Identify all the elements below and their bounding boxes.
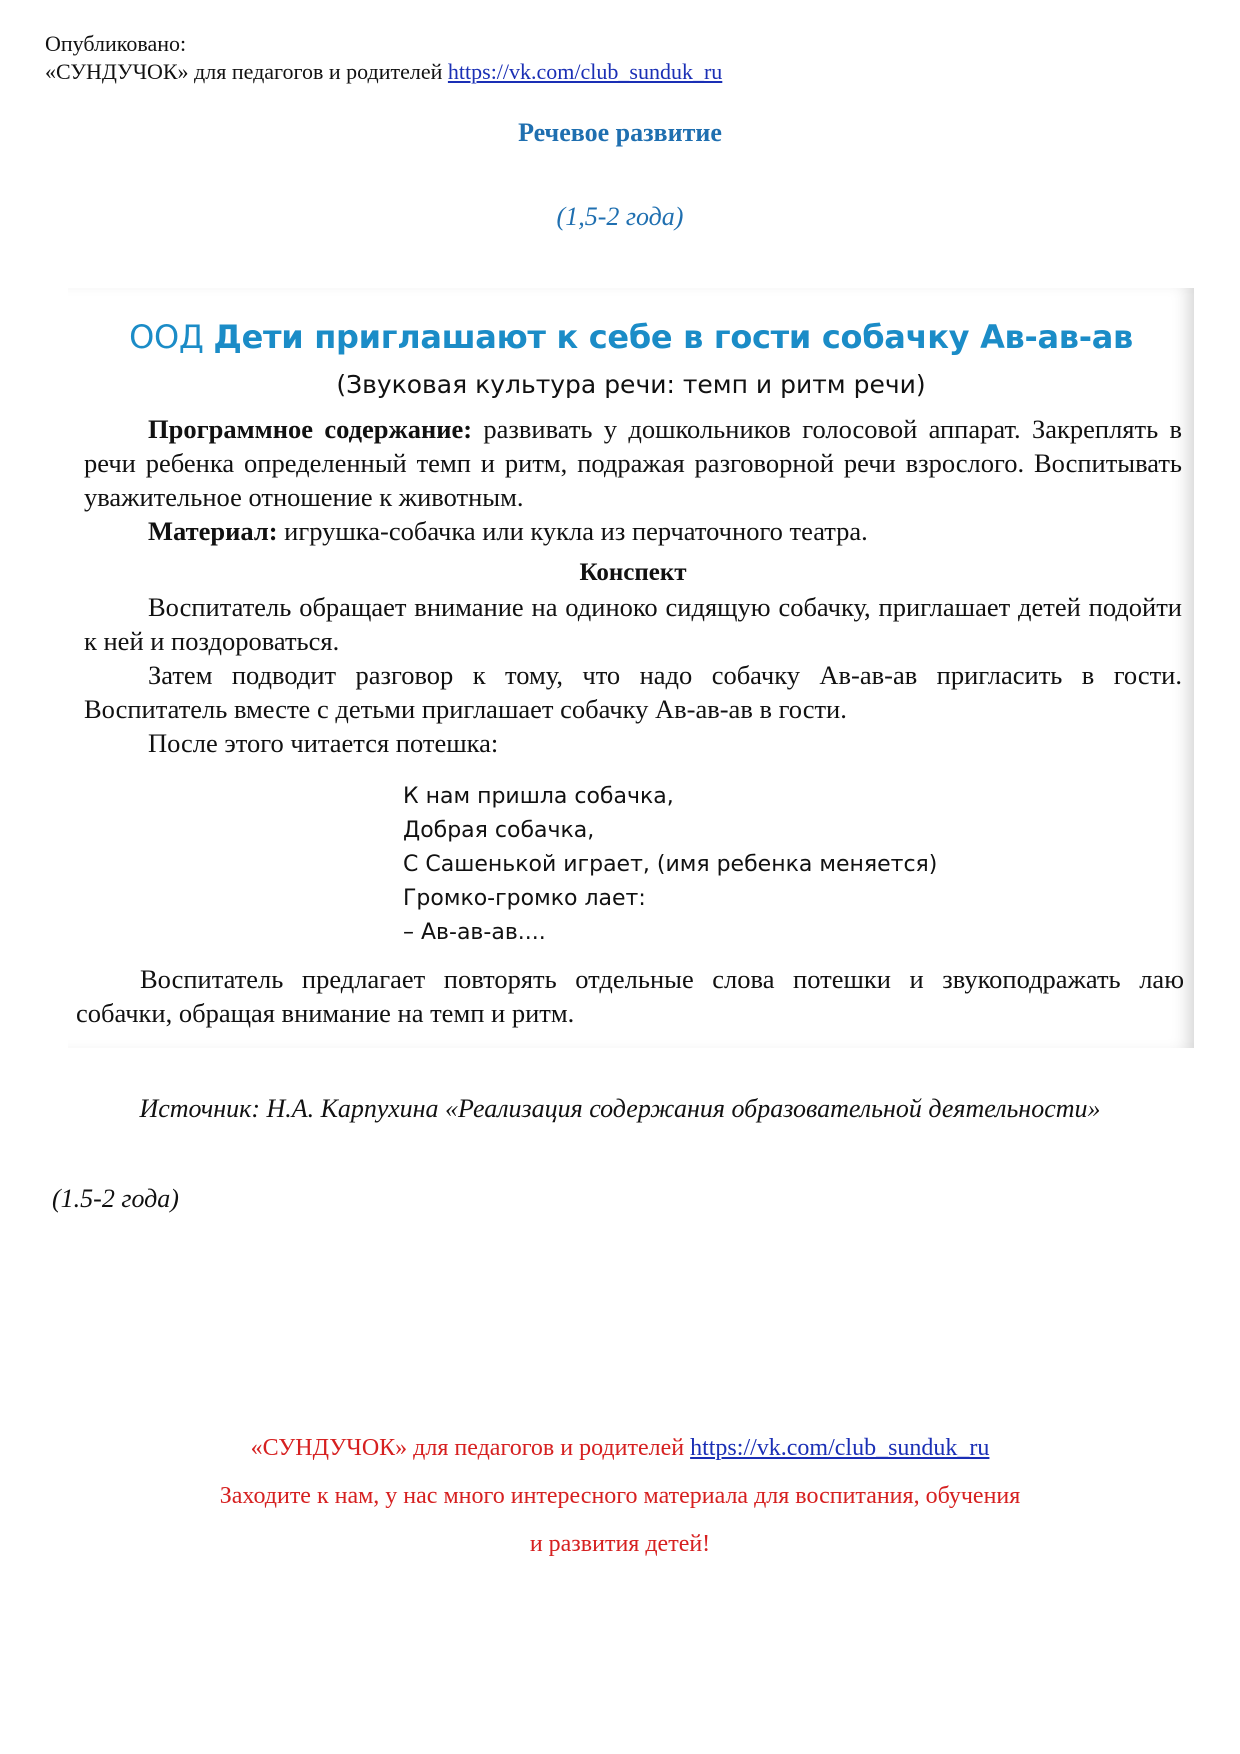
scanned-page	[68, 288, 1194, 1048]
konspekt-paragraph: Затем подводит разговор к тому, что надо собачку Ав-ав-ав пригласить в гости. Воспитатель вместе с детьми приглашает собачку Ав-ав-ав в гости.	[84, 660, 1182, 724]
konspekt-paragraph: После этого читается потешка:	[148, 728, 499, 758]
konspekt-paragraph: Воспитатель обращает внимание на одиноко сидящую собачку, приглашает детей подойти к ней и поздороваться.	[84, 592, 1182, 656]
publisher-name: «СУНДУЧОК» для педагогов и родителей	[45, 59, 443, 84]
age-range-bottom: (1.5-2 года)	[52, 1184, 179, 1213]
published-label: Опубликовано:	[45, 31, 187, 56]
lesson-title	[68, 318, 1194, 356]
program-label: Программное содержание:	[148, 414, 473, 444]
footer-invite-line-2: и развития детей!	[529, 1531, 711, 1557]
rhyme-line: Добрая собачка,	[403, 818, 595, 843]
final-paragraph: Воспитатель предлагает повторять отдельные слова потешки и звукоподражать лаю собачки, обращая внимание на темп и ритм.	[76, 964, 1184, 1028]
rhyme-line: – Ав-ав-ав....	[403, 920, 546, 945]
lesson-body	[84, 412, 1182, 760]
footer-publisher: «СУНДУЧОК» для педагогов и родителей	[250, 1435, 685, 1461]
lesson-subtitle: (Звуковая культура речи: темп и ритм речи)	[336, 370, 926, 399]
rhyme-line: К нам пришла собачка,	[403, 784, 674, 809]
source-citation: Источник: Н.А. Карпухина «Реализация содержания образовательной деятельности»	[139, 1094, 1101, 1123]
material-label: Материал:	[148, 516, 278, 546]
age-range-top: (1,5-2 года)	[556, 202, 684, 231]
program-content	[84, 412, 1182, 514]
footer-publisher-line	[0, 1424, 1240, 1472]
lesson-title-main: Дети приглашают к себе в гости собачку Ав-ав-ав	[213, 318, 1133, 356]
publication-header	[45, 30, 722, 86]
footer-vk-link[interactable]: https://vk.com/club_sunduk_ru	[690, 1435, 990, 1461]
konspekt-heading: Конспект	[579, 559, 687, 586]
lesson-title-prefix: ООД	[129, 318, 204, 356]
program-text: развивать у дошкольников голосовой аппарат. Закреплять в речи ребенка определенный темп и ритм, подражая разговорной речи взрослого. Воспитывать уважительное отношение к животным.	[84, 414, 1183, 512]
rhyme-line: С Сашенькой играет, (имя ребенка меняется)	[403, 852, 938, 877]
header-vk-link[interactable]: https://vk.com/club_sunduk_ru	[447, 59, 723, 84]
material-text: игрушка-собачка или кукла из перчаточного театра.	[277, 516, 868, 546]
lesson-body-end	[76, 962, 1184, 1030]
material	[84, 514, 1182, 548]
rhyme-line: Громко-громко лает:	[403, 886, 646, 911]
nursery-rhyme	[403, 780, 937, 950]
footer	[0, 1424, 1240, 1568]
footer-invite-line: Заходите к нам, у нас много интересного материала для воспитания, обучения	[219, 1483, 1021, 1509]
section-title: Речевое развитие	[518, 118, 722, 147]
publisher-line	[45, 58, 722, 86]
